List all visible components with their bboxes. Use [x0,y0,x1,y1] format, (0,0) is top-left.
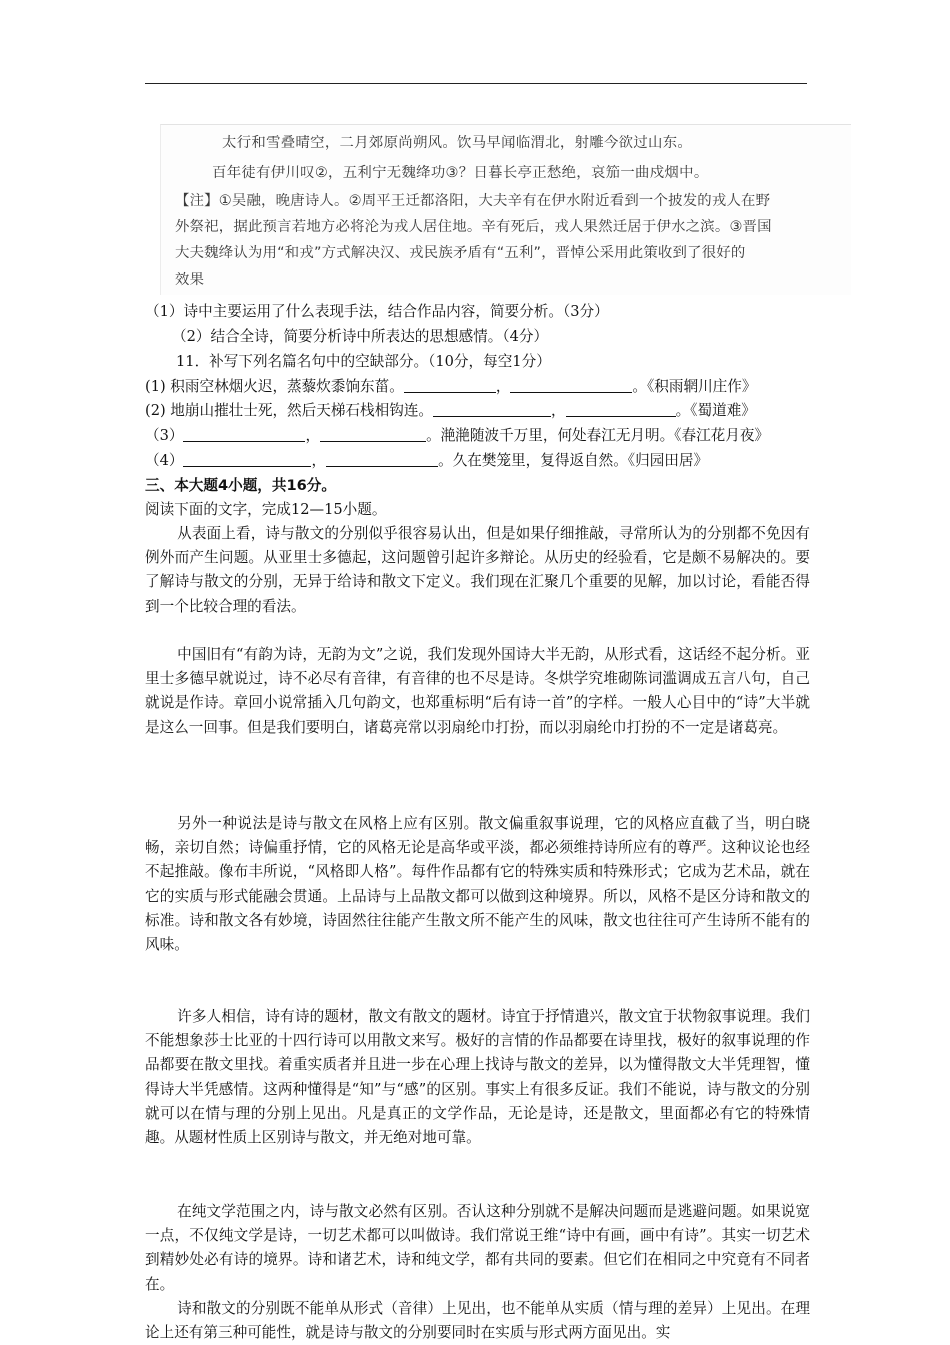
fill-line-4-source: 。久在樊笼里，复得返自然。《归园田居》 [438,452,709,469]
answer-blank[interactable] [404,378,496,393]
answer-blank[interactable] [320,427,426,442]
question-11: 11．补写下列名篇名句中的空缺部分。（10分，每空1分） [176,353,551,370]
fill-line-1-prompt: (1) 积雨空林烟火迟，蒸藜炊黍饷东菑。 [145,378,404,395]
paragraph-2: 中国旧有“有韵为诗，无韵为文”之说，我们发现外国诗大半无韵，从形式看，这话经不起分析。亚里士多德早就说过，诗不必尽有音律，有音律的也不尽是诗。冬烘学究堆砌陈词滥调成五言八句，自己就说是作诗。章回小说常插入几句韵文，也郑重标明“后有诗一首”的字样。一般人心目中的“诗”大半就是这么一回事。但是我们要明白，诸葛亮常以羽扇纶巾打扮，而以羽扇纶巾打扮的不一定是诸葛亮。 [145,646,810,736]
reading-instruction: 阅读下面的文字，完成12—15小题。 [145,501,387,518]
poem-note-2: 外祭祀，据此预言若地方必将沦为戎人居住地。辛有死后，戎人果然迁居于伊水之滨。③晋国 [175,219,772,235]
answer-blank[interactable] [510,378,632,393]
paragraph-6: 诗和散文的分别既不能单从形式（音律）上见出，也不能单从实质（情与理的差异）上见出。在理论上还有第三种可能性，就是诗与散文的分别要同时在实质与形式两方面见出。实 [145,1300,810,1342]
poem-line-2: 百年徒有伊川叹②，五利宁无魏绛功③？日暮长亭正愁绝，哀笳一曲戍烟中。 [212,165,709,181]
fill-line-3: （3） ， 。滟滟随波千万里，何处春江无月明。《春江花月夜》 [145,427,770,444]
header-rule [145,83,807,84]
answer-blank[interactable] [183,452,311,467]
fill-line-3-source: 。滟滟随波千万里，何处春江无月明。《春江花月夜》 [426,427,770,444]
paragraph-5: 在纯文学范围之内，诗与散文必然有区别。否认这种分别就不是解决问题而是逃避问题。如果说宽一点，不仅纯文学是诗，一切艺术都可以叫做诗。我们常说王维“诗中有画，画中有诗”。其实一切艺术到精妙处必有诗的境界。诗和诸艺术，诗和纯文学，都有共同的要素。但它们在相同之中究竟有不同者在。 [145,1203,810,1293]
paragraph-4: 许多人相信，诗有诗的题材，散文有散文的题材。诗宜于抒情遣兴，散文宜于状物叙事说理。我们不能想象莎士比亚的十四行诗可以用散文来写。极好的言情的作品都要在诗里找，极好的叙事说理的作品都要在散文里找。着重实质者并且进一步在心理上找诗与散文的差异，以为懂得散文大半凭理智，懂得诗大半凭感情。这两种懂得是“知”与“感”的区别。事实上有很多反证。我们不能说，诗与散文的分别就可以在情与理的分别上见出。凡是真正的文学作品，无论是诗，还是散文，里面都必有它的特殊情趣。从题材性质上区别诗与散文，并无绝对地可靠。 [145,1008,810,1147]
answer-blank[interactable] [566,402,676,417]
fill-line-1: (1) 积雨空林烟火迟，蒸藜炊黍饷东菑。 ， 。《积雨辋川庄作》 [145,378,757,395]
answer-blank[interactable] [183,427,305,442]
poem-note-3: 大夫魏绛认为用“和戎”方式解决汉、戎民族矛盾有“五利”，晋悼公采用此策收到了很好的 [175,245,746,261]
fill-line-2: (2) 地崩山摧壮士死，然后天梯石栈相钩连。 ， 。《蜀道难》 [145,402,756,419]
paragraph-3: 另外一种说法是诗与散文在风格上应有区别。散文偏重叙事说理，它的风格应直截了当，明白晓畅，亲切自然；诗偏重抒情，它的风格无论是高华或平淡，都必须维持诗所应有的尊严。这种议论也经不起推敲。像布丰所说，“风格即人格”。每件作品都有它的特殊实质和特殊形式；它成为艺术品，就在它的实质与形式能融会贯通。上品诗与上品散文都可以做到这种境界。所以，风格不是区分诗和散文的标准。诗和散文各有妙境，诗固然往往能产生散文所不能产生的风味，散文也往往可产生诗所不能有的风味。 [145,815,810,954]
fill-line-1-source: 。《积雨辋川庄作》 [632,378,757,395]
poem-line-1: 太行和雪叠晴空，二月郊原尚朔风。饮马早闻临渭北，射雕今欲过山东。 [222,135,693,151]
question-2: （2）结合全诗，简要分析诗中所表达的思想感情。（4分） [172,328,549,345]
poem-note-1: 【注】①吴融，晚唐诗人。②周平王迁都洛阳，大夫辛有在伊水附近看到一个披发的戎人在野 [175,193,771,209]
section-heading: 三、本大题4小题，共16分。 [145,477,336,494]
answer-blank[interactable] [326,452,438,467]
fill-line-4: （4） ， 。久在樊笼里，复得返自然。《归园田居》 [145,452,709,469]
question-1: （1）诗中主要运用了什么表现手法，结合作品内容，简要分析。（3分） [145,303,609,320]
paragraph-1: 从表面上看，诗与散文的分别似乎很容易认出，但是如果仔细推敲，寻常所认为的分别都不免因有例外而产生问题。从亚里士多德起，这问题曾引起许多辩论。从历史的经验看，它是颇不易解决的。要了解诗与散文的分别，无异于给诗和散文下定义。我们现在汇聚几个重要的见解，加以讨论，看能否得到一个比较合理的看法。 [145,525,810,615]
fill-line-2-prompt: (2) 地崩山摧壮士死，然后天梯石栈相钩连。 [145,402,434,419]
answer-blank[interactable] [433,402,551,417]
fill-line-2-source: 。《蜀道难》 [675,402,756,419]
poem-note-4: 效果 [175,272,205,288]
